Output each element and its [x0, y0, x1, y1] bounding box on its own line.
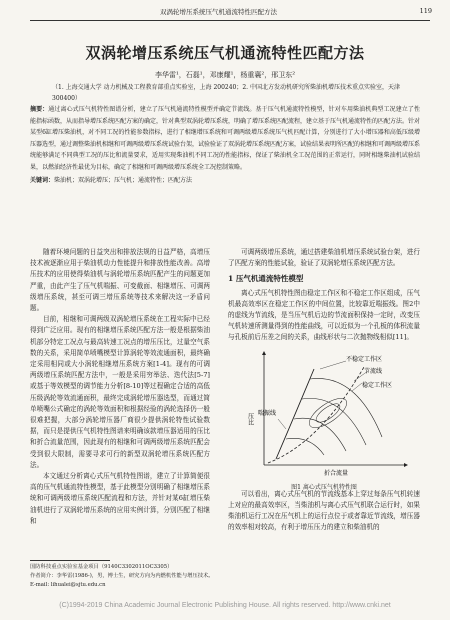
header-rule: [30, 20, 430, 21]
throttle-line: [268, 367, 364, 463]
section-heading: 1 压气机通流特性模型: [228, 274, 304, 284]
abstract-label: 摘要：: [30, 106, 49, 113]
speed-line: [294, 418, 346, 451]
y-axis-arrow: [262, 351, 266, 355]
body-paragraph: 随着环境问题的日益突出和排放法规的日益严格，高增压技术被逐渐应用于柴油机动力性能提升和排放性能改善。高增压技术的应用使得柴油机与涡轮增压系统匹配产生的问题更加严重，由此产生了压气机喘振、可变截面、相继增压、可调两级增压系统，甚至可调三增压系统等技术来解决这一矛盾问题。: [30, 248, 210, 313]
footnote-author: 作者简介：李华雷(1986-)，男，博士生，研究方向为内燃机性能与增压技术。: [30, 573, 214, 579]
running-header: [0, 4, 450, 18]
leader-line: [320, 361, 346, 369]
article-title: 双涡轮增压系统压气机通流特性匹配方法: [85, 44, 365, 62]
abstract-block: [30, 104, 420, 187]
speed-line: [286, 438, 324, 455]
body-paragraph: 离心式压气机特性图由稳定工作区和不稳定工作区组成，压气机最高效率区在稳定工作区的中间位置，比较靠近喘振线。图2中的虚线为节流线，是当压气机后边的节流面积保持一定时，改变压气机转速所测量得到的性能曲线，可以近似为一个孔板的体积流量与孔板前后压差之间的关系，曲线形状与二次抛物线相似[11]。: [228, 288, 420, 342]
footnote-rule: [30, 560, 110, 561]
leader-line: [278, 419, 286, 429]
affiliations: （1. 上海交通大学 动力机械及工程教育部重点实验室，上海 200240；2. 中国北方发动机研究所柴油机增压技术重点实验室，天津 300400）: [52, 84, 400, 102]
left-column: [30, 247, 210, 527]
running-title: 双涡轮增压系统压气机通流特性匹配方法: [160, 8, 277, 16]
keywords-text: 柴油机；双涡轮增压；压气机；通流特性；匹配方法: [54, 177, 193, 184]
figure-caption: 图1 离心式压气机特性图: [291, 483, 357, 491]
copyright-watermark: (C)1994-2019 China Academic Journal Electronic Publishing House. All rights reserved. http://www.cnki.net: [59, 602, 391, 609]
surge-line-label: 喘振线: [258, 409, 277, 417]
footnote: [30, 560, 230, 590]
page-number: 119: [419, 7, 432, 15]
y-axis-label: 压比: [246, 412, 254, 425]
compressor-map-diagram: [228, 347, 420, 477]
leader-line: [352, 383, 362, 391]
body-paragraph: 目前，相继和可调两级双涡轮增压系统在工程实际中已经得到广泛应用。现有的相继增压系统匹配方法一般是根据柴油机部分特定工况点与最高转速工况点的增压压比，过量空气系数的关系，采用简单喷嘴模型计算涡轮等效流通面积，最终确定采用相同或大小涡轮相继增压系统方案[1-4]。现有的可调两级增压系统匹配方法中，一般是采用穷举法、迭代法[5-7]或基于等效模型的调节能力分析[8-10]等过程确定合适的高低压级涡轮等效流通面积，最终完成涡轮增压器选型，而通过简单喷嘴公式确定的涡轮等效面积和根据经验的涡轮选择仍一般很难把握，大部分涡轮增压器厂商很少提供涡轮特性试验数据，而只是提供压气机特性图谱来明确该款增压器适用的压比和折合流量范围，因此现有的相继和可调两级增压系统匹配会受到很大限制，需要寻求可行的新型双涡轮增压系统匹配方法。: [30, 315, 210, 469]
body-paragraph: 可以看出，离心式压气机的节流线基本上穿过每条压气机转速上对应的最高效率区，当柴油机与离心式压气机联合运行时，如果柴油机运行工况在压气机上的运行点位于或者靠近节流线，增压器的效率相对较高，有利于增压压力的建立和柴油机的: [228, 489, 420, 532]
x-axis-label: 折合流量: [324, 469, 349, 477]
x-axis-arrow: [404, 463, 408, 467]
keywords-label: 关键词：: [30, 177, 55, 184]
abstract-text: 通过离心式压气机特性图谱分析，建立了压气机通流特性模型并确定节流线。基于压气机通流特性模型，针对车用柴油机典型工况建立了性能指标函数，从而指导增压系统匹配方案的确定，针对典型双涡轮增压系统，明确了增压系统匹配流程，建立基于压气机通流特性的匹配方法。针对某型6缸增压柴油机，对不同工况的性能参数指标，进行了相继增压系统和可调两级增压系统压气机匹配计算，分别进行了大小增压器和高低压级增压器选型，通过调整柴油机相继和可调两级增压系统试验台架，试验验证了双涡轮增压系统匹配方案，试验结果表明所匹配的相继和可调两级增压系统能够满足不同典型工况的压比和流量要求，适用实现柴油机不同工况的性能指标，保证了柴油机全工况范围的正常运行，同时相继柴油机试验结果，以燃油经济性最优为目标，确定了相继和可调两级增压系统全工况控制策略。: [30, 106, 421, 171]
footnote-email: E-mail: lihualei@sjtu.edu.cn: [30, 582, 106, 588]
body-paragraph: 可调两级增压系统，通过搭建柴油机增压系统试验台架，进行了匹配方案的性能试验，验证了双涡轮增压系统匹配方法。: [228, 248, 420, 268]
unstable-zone-label: 不稳定工作区: [346, 355, 383, 363]
efficiency-contour: [313, 400, 342, 425]
compressor-map-figure: [228, 347, 420, 489]
stable-zone-label: 稳定工作区: [362, 381, 393, 389]
throttle-line-label: 节流线: [364, 367, 383, 375]
right-column: [228, 247, 420, 533]
body-paragraph: 本文通过分析离心式压气机特性图谱，建立了计算简便很高的压气机通流特性模型，基于此模型分别明确了相继增压系统和可调两级增压系统匹配流程和方法，并针对某6缸增压柴油机进行了双涡轮增压系统的应用实例计算，分别匹配了相继和: [30, 472, 210, 525]
footnote-fund: 国防科技重点实验室基金项目（9140C3302011OC3305）: [30, 564, 173, 570]
author-list: 李华雷¹，石磊¹，邓康耀¹，杨重襄²，邢卫东²: [154, 71, 296, 79]
surge-line: [276, 369, 314, 459]
speed-line: [302, 398, 366, 445]
